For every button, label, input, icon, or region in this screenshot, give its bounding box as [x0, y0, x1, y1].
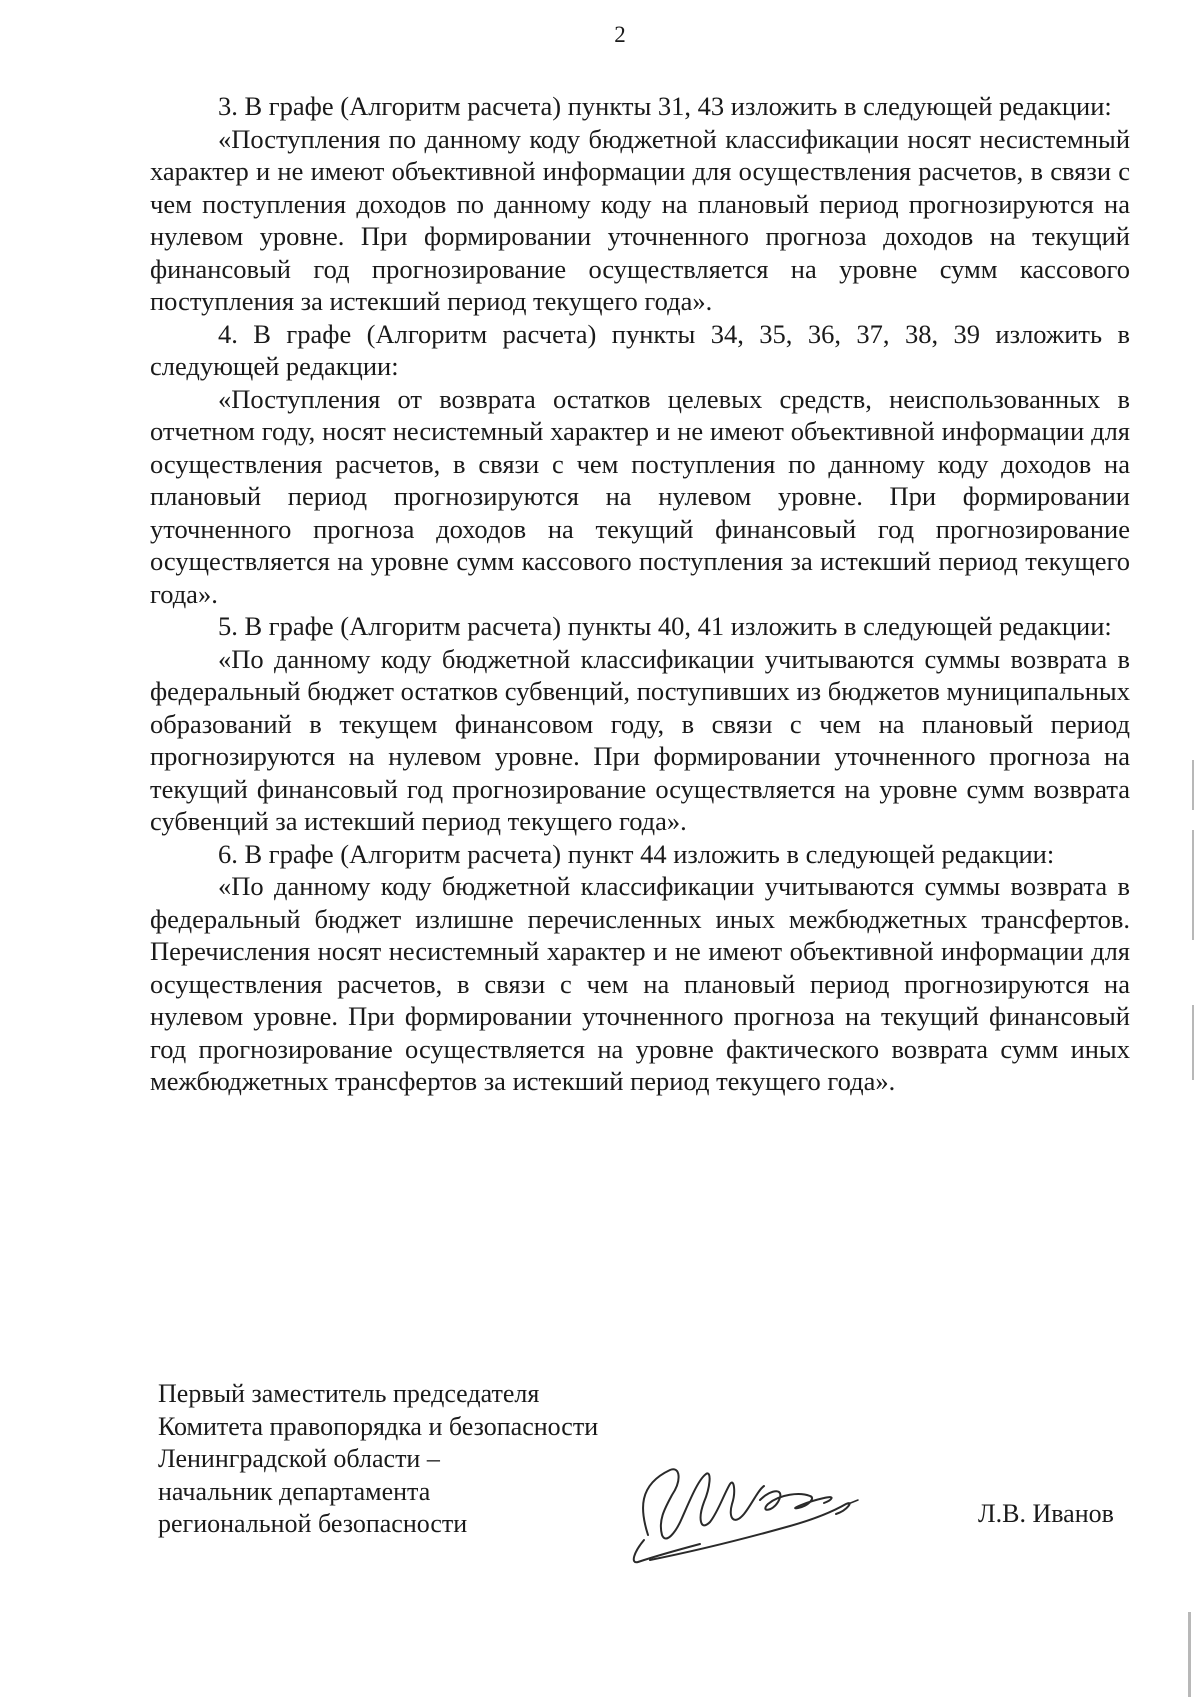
signer-position-line: Ленинградской области – — [158, 1444, 440, 1473]
signer-position-line: Комитета правопорядка и безопасности — [158, 1411, 599, 1441]
paragraph-item-6: 6. В графе (Алгоритм расчета) пункт 44 изложить в следующей редакции: — [218, 838, 1055, 869]
document-body — [150, 90, 1130, 1098]
scan-edge-mark — [1192, 760, 1194, 810]
handwritten-signature — [610, 1440, 910, 1600]
signer-position-line: начальник департамента — [158, 1476, 431, 1506]
paragraph-quote-6: «По данному коду бюджетной классификации учитываются суммы возврата в федеральный бюджет излишне перечисленных иных межбюджетных трансфертов. Перечисления носят несистемный характер и не имеют объективной информации для осуществления расчетов, в связи с чем на плановый период прогнозируются на нулевом уровне. При формировании уточненного прогноза на текущий финансовый год прогнозирование осуществляется на уровне фактического возврата сумм иных межбюджетных трансфертов за истекший период текущего года». — [150, 871, 1130, 1096]
signer-position-line: региональной безопасности — [158, 1509, 468, 1538]
signer-name: Л.В. Иванов — [978, 1499, 1114, 1528]
paragraph-quote-5: «По данному коду бюджетной классификации учитываются суммы возврата в федеральный бюджет остатков субвенций, поступивших из бюджетов муниципальных образований в текущем финансовом году, в связи с чем на плановый период прогнозируются на нулевом уровне. При формировании уточненного прогноза на текущий финансовый год прогнозирование осуществляется на уровне сумм возврата субвенций за истекший период текущего года». — [150, 643, 1130, 836]
paragraph-item-4: 4. В графе (Алгоритм расчета) пункты 34, 35, 36, 37, 38, 39 изложить в следующей редакции: — [150, 318, 1130, 381]
paragraph-item-5: 5. В графе (Алгоритм расчета) пункты 40, 41 изложить в следующей редакции: — [218, 611, 1112, 641]
signer-position — [158, 1378, 598, 1541]
scan-edge-mark — [1192, 830, 1194, 940]
signer-position-line: Первый заместитель председателя — [158, 1379, 540, 1408]
scan-edge-mark — [1192, 1005, 1194, 1080]
scan-edge-mark — [1188, 1612, 1191, 1697]
paragraph-quote-3: «Поступления по данному коду бюджетной классификации носят несистемный характер и не имеют объективной информации для осуществления расчетов, в связи с чем поступления доходов по данному коду на плановый период прогнозируются на нулевом уровне. При формировании уточненного прогноза доходов на текущий финансовый год прогнозирование осуществляется на уровне сумм кассового поступления за истекший период текущего года». — [150, 123, 1130, 316]
paragraph-quote-4: «Поступления от возврата остатков целевых средств, неиспользованных в отчетном году, носят несистемный характер и не имеют объективной информации для осуществления расчетов, в связи с чем поступления по данному коду доходов на плановый период прогнозируются на нулевом уровне. При формировании уточненного прогноза доходов на текущий финансовый год прогнозирование осуществляется на уровне сумм кассового поступления за истекший период текущего года». — [150, 383, 1130, 609]
paragraph-item-3: 3. В графе (Алгоритм расчета) пункты 31, 43 изложить в следующей редакции: — [218, 91, 1112, 121]
page-number: 2 — [614, 22, 626, 47]
